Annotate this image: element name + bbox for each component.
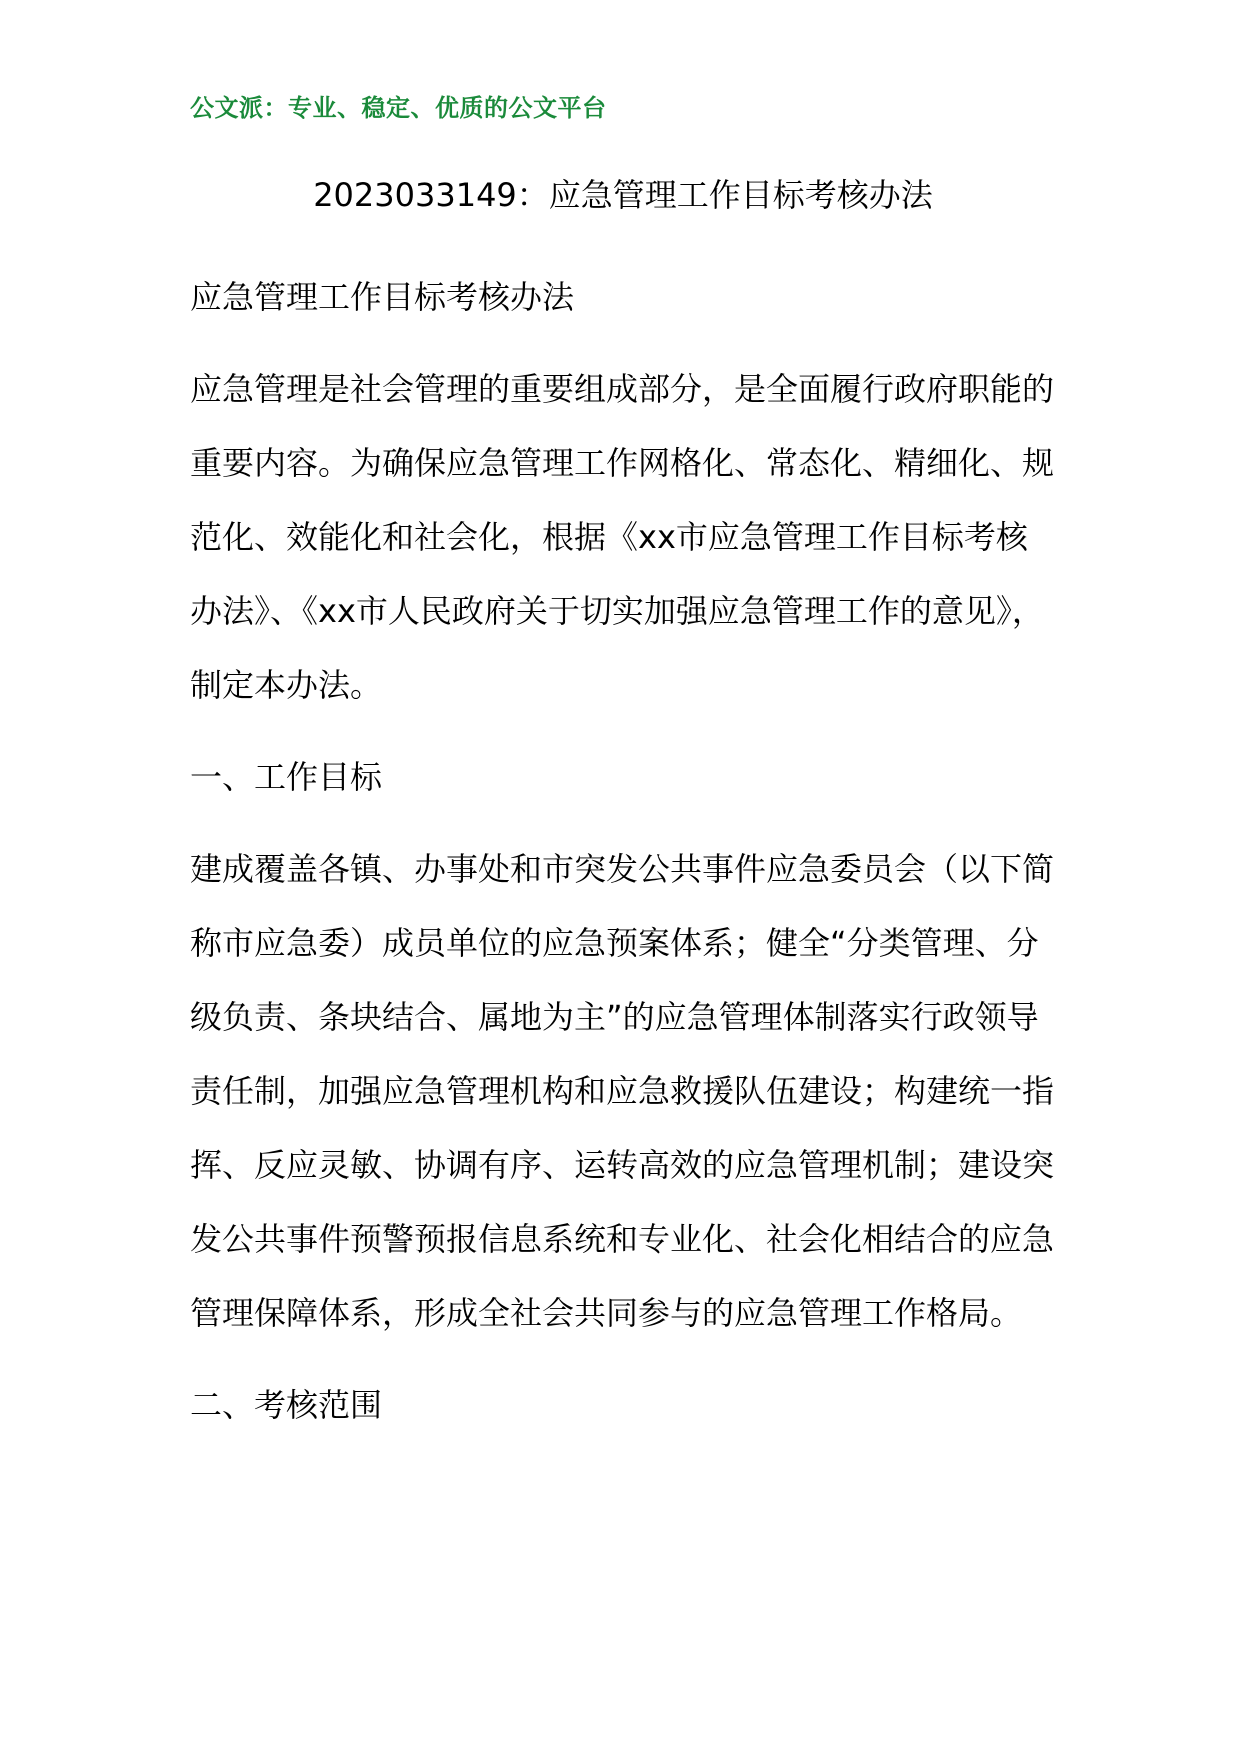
- section-heading-scope: 二、考核范围: [190, 1386, 383, 1424]
- document-subtitle: 应急管理工作目标考核办法: [190, 278, 575, 316]
- section-heading-goals: 一、工作目标: [190, 758, 383, 796]
- brand-header: 公文派：专业、稳定、优质的公文平台: [190, 94, 607, 122]
- document-title: 2023033149：应急管理工作目标考核办法: [313, 176, 933, 214]
- goals-paragraph: 建成覆盖各镇、办事处和市突发公共事件应急委员会（以下简称市应急委）成员单位的应急预案体系；健全“分类管理、分级负责、条块结合、属地为主”的应急管理体制落实行政领导责任制，加强应急管理机构和应急救援队伍建设；构建统一指挥、反应灵敏、协调有序、运转高效的应急管理机制；建设突发公共事件预警预报信息系统和专业化、社会化相结合的应急管理保障体系，形成全社会共同参与的应急管理工作格局。: [190, 850, 1055, 1332]
- intro-paragraph: 应急管理是社会管理的重要组成部分，是全面履行政府职能的重要内容。为确保应急管理工作网格化、常态化、精细化、规范化、效能化和社会化，根据《xx市应急管理工作目标考核办法》、《xx市人民政府关于切实加强应急管理工作的意见》，制定本办法。: [190, 370, 1055, 704]
- document-body: [190, 260, 1056, 1460]
